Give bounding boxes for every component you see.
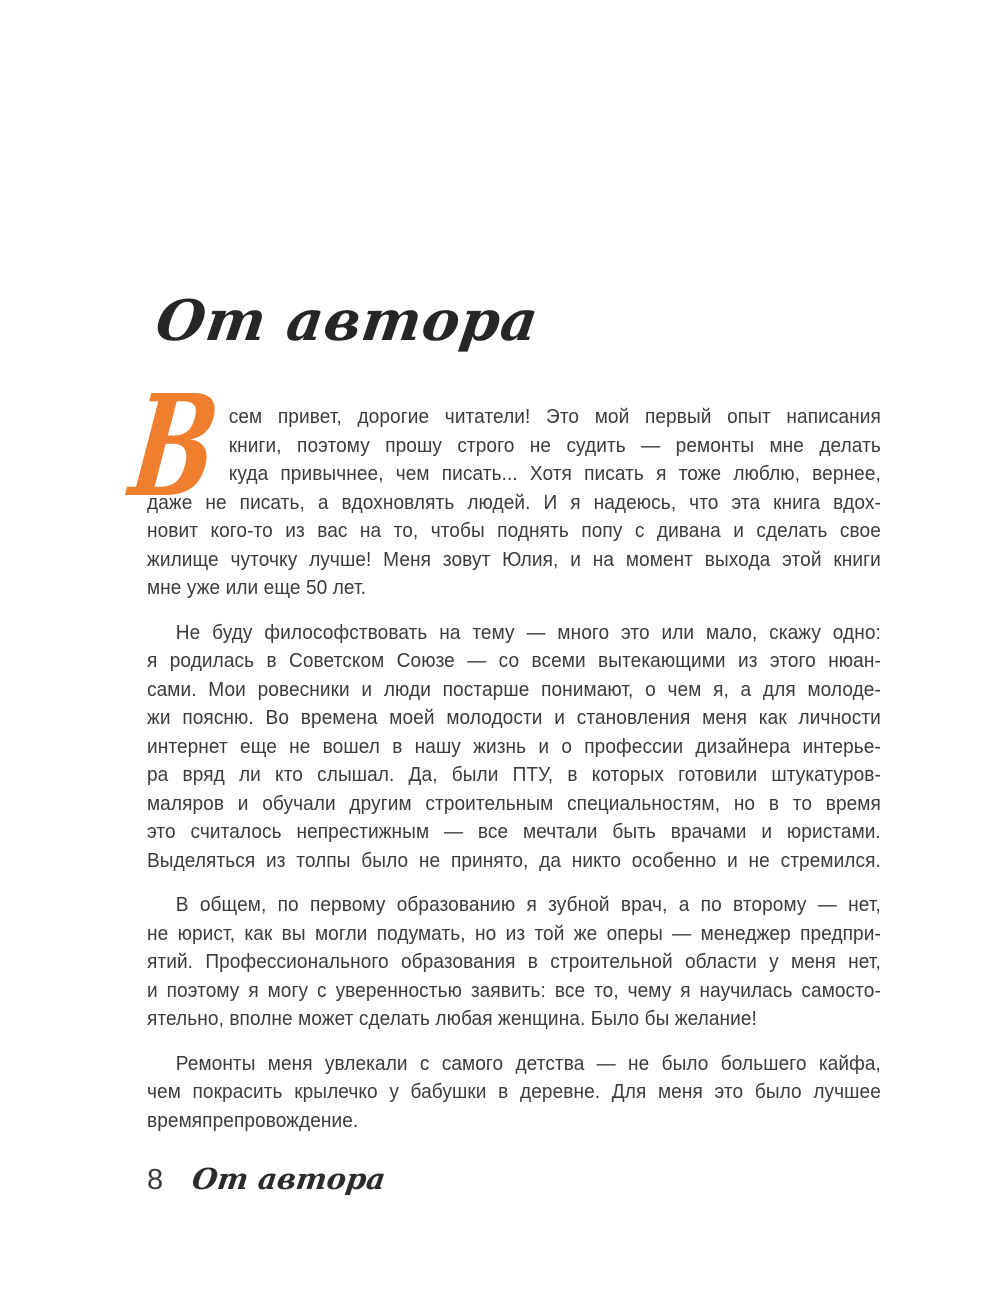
text-line: Выделяться из толпы было не принято, да никто особенно и не стремился.	[147, 848, 881, 872]
text-line: времяпрепровождение.	[147, 1108, 359, 1132]
page-number: 8	[147, 1164, 164, 1196]
text-line: интернет еще не вошел в нашу жизнь и о профессии дизайнера интерье-	[147, 734, 881, 758]
paragraph-soviet-union	[147, 619, 881, 876]
text-line: и поэтому я могу с уверенностью заявить: все то, чему я научилась самосто-	[147, 978, 881, 1002]
text-line: мне уже или еще 50 лет.	[147, 576, 367, 599]
body-text-column	[147, 403, 881, 1151]
text-line: не юрист, как вы могли подумать, но из той же оперы — менеджер предпри-	[147, 921, 881, 945]
text-line: жи поясню. Во времена моей молодости и становления меня как личности	[147, 706, 881, 729]
text-line: книги, поэтому прошу строго не судить — ремонты мне делать	[228, 433, 881, 457]
drop-cap-letter: В	[122, 365, 227, 529]
text-line: Не буду философствовать на тему — много это или мало, скажу одно:	[175, 620, 881, 644]
text-line: жилище чуточку лучше! Меня зовут Юлия, и на момент выхода этой книги	[147, 547, 881, 571]
text-line: новит кого-то из вас на то, чтобы поднять попу с дивана и сделать свое	[147, 519, 881, 542]
text-line: ра вряд ли кто слышал. Да, были ПТУ, в которых готовили штукатуров-	[147, 763, 881, 786]
paragraph-education	[147, 891, 881, 1034]
text-line: сем привет, дорогие читатели! Это мой первый опыт написания	[228, 405, 881, 428]
text-line: маляров и обучали другим строительным специальностям, но в то время	[147, 791, 881, 815]
text-line: чем покрасить крылечко у бабушки в деревне. Для меня это было лучшее	[147, 1080, 881, 1103]
paragraph-childhood	[147, 1050, 881, 1136]
text-line: я родилась в Советском Союзе — со всеми вытекающими из этого нюан-	[147, 649, 881, 672]
text-line: В общем, по первому образованию я зубной врач, а по второму — нет,	[175, 893, 881, 916]
chapter-heading: От автора	[152, 288, 543, 354]
text-line: это считалось непрестижным — все мечтали быть врачами и юристами.	[147, 820, 881, 843]
text-line: ятельно, вполне может сделать любая женщина. Было бы желание!	[147, 1007, 757, 1030]
paragraph-intro	[147, 403, 881, 603]
text-line: Ремонты меня увлекали с самого детства — не было большего кайфа,	[175, 1051, 881, 1075]
text-line: даже не писать, а вдохновлять людей. И я надеюсь, что эта книга вдох-	[147, 490, 881, 514]
text-line: куда привычнее, чем писать... Хотя писать я тоже люблю, вернее,	[228, 462, 881, 485]
text-line: ятий. Профессионального образования в строительной области у меня нет,	[147, 950, 881, 973]
running-title: От автора	[190, 1162, 388, 1196]
text-line: сами. Мои ровесники и люди постарше понимают, о чем я, а для молоде-	[147, 677, 881, 701]
